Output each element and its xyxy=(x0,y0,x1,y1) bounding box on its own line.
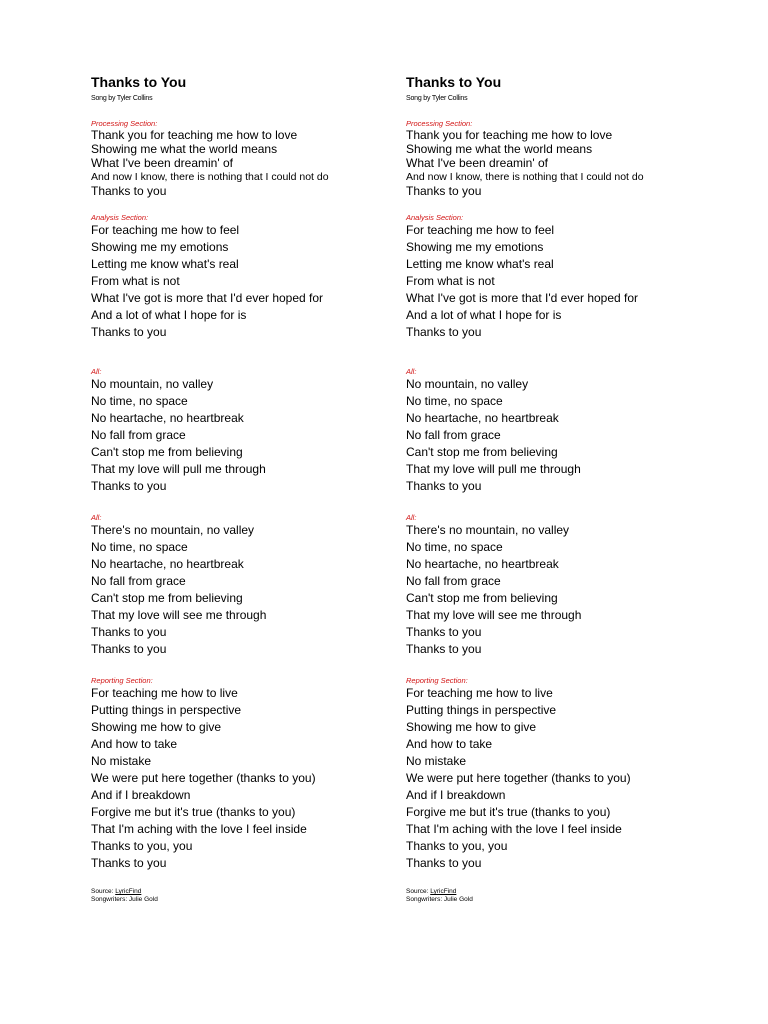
lyric-line: Can't stop me from believing xyxy=(91,591,243,605)
lyric-line: What I've got is more that I'd ever hoped for xyxy=(406,291,639,305)
lyric-line: Putting things in perspective xyxy=(406,703,557,717)
section-label: All: xyxy=(406,367,417,376)
lyric-line: From what is not xyxy=(91,274,180,288)
lyric-line: From what is not xyxy=(406,274,495,288)
lyric-line: And now I know, there is nothing that I could not do xyxy=(91,171,329,183)
lyric-line: Showing me what the world means xyxy=(91,142,278,156)
section-label: Reporting Section: xyxy=(91,676,153,685)
lyric-line: That my love will pull me through xyxy=(406,462,581,476)
lyric-line: Can't stop me from believing xyxy=(406,591,558,605)
lyric-line: Thanks to you xyxy=(406,325,482,339)
lyric-line: Showing me my emotions xyxy=(91,240,229,254)
lyric-line: No heartache, no heartbreak xyxy=(406,411,559,425)
lyric-line: What I've been dreamin' of xyxy=(406,156,548,170)
section-all-1 xyxy=(91,367,391,495)
lyric-line: No mountain, no valley xyxy=(91,377,214,391)
section-analysis xyxy=(406,213,706,341)
lyric-line: No time, no space xyxy=(406,394,503,408)
lyrics-column-left xyxy=(91,74,391,904)
lyric-line: No mistake xyxy=(91,754,152,768)
lyric-line: No fall from grace xyxy=(406,428,501,442)
lyric-line: What I've got is more that I'd ever hoped for xyxy=(91,291,324,305)
section-all-2 xyxy=(91,513,391,658)
lyric-line: Showing me my emotions xyxy=(406,240,544,254)
lyric-line: No heartache, no heartbreak xyxy=(91,411,244,425)
lyric-line: For teaching me how to live xyxy=(406,686,553,700)
lyric-line: What I've been dreamin' of xyxy=(91,156,233,170)
lyric-line: Thanks to you xyxy=(91,325,167,339)
lyric-line: There's no mountain, no valley xyxy=(91,523,255,537)
footer-credits xyxy=(406,888,706,904)
section-reporting xyxy=(406,676,706,872)
lyric-line: Thank you for teaching me how to love xyxy=(91,128,298,142)
lyric-line: No fall from grace xyxy=(91,574,186,588)
lyric-line: Showing me how to give xyxy=(91,720,222,734)
lyric-line: And a lot of what I hope for is xyxy=(406,308,562,322)
lyric-line: Putting things in perspective xyxy=(91,703,242,717)
section-processing xyxy=(91,119,391,198)
lyrics-column-right xyxy=(406,74,706,904)
lyric-line: Showing me how to give xyxy=(406,720,537,734)
lyric-line: Thanks to you xyxy=(406,625,482,639)
lyric-line: And a lot of what I hope for is xyxy=(91,308,247,322)
lyric-line: No mountain, no valley xyxy=(406,377,529,391)
footer-credits xyxy=(91,888,391,904)
source-prefix: Source: xyxy=(91,888,116,895)
lyric-line: Thanks to you xyxy=(406,184,482,198)
lyric-line: That I'm aching with the love I feel inside xyxy=(91,822,307,836)
lyric-line: Can't stop me from believing xyxy=(406,445,558,459)
section-all-1 xyxy=(406,367,706,495)
lyric-line: Forgive me but it's true (thanks to you) xyxy=(91,805,296,819)
source-link[interactable]: LyricFind xyxy=(430,888,457,895)
source-link[interactable]: LyricFind xyxy=(115,888,142,895)
lyric-line: For teaching me how to feel xyxy=(406,223,555,237)
lyric-line: No fall from grace xyxy=(406,574,501,588)
lyric-line: That my love will pull me through xyxy=(91,462,266,476)
lyric-line: And if I breakdown xyxy=(406,788,506,802)
lyric-line: No time, no space xyxy=(91,540,188,554)
lyric-line: Thanks to you xyxy=(91,184,167,198)
lyric-line: And how to take xyxy=(406,737,493,751)
section-label: All: xyxy=(91,367,102,376)
lyric-line: Thanks to you xyxy=(91,625,167,639)
song-title: Thanks to You xyxy=(91,74,187,90)
section-label: Processing Section: xyxy=(91,119,158,128)
song-byline: Song by Tyler Collins xyxy=(91,95,153,102)
songwriters-line: Songwriters: Julie Gold xyxy=(406,896,473,903)
songwriters-line: Songwriters: Julie Gold xyxy=(91,896,158,903)
lyric-line: For teaching me how to feel xyxy=(91,223,240,237)
lyric-line: There's no mountain, no valley xyxy=(406,523,570,537)
lyric-line: We were put here together (thanks to you) xyxy=(406,771,631,785)
lyric-line: Thank you for teaching me how to love xyxy=(406,128,613,142)
lyric-line: Showing me what the world means xyxy=(406,142,593,156)
section-label: Analysis Section: xyxy=(91,213,149,222)
section-label: All: xyxy=(91,513,102,522)
lyric-line: That my love will see me through xyxy=(91,608,267,622)
lyric-line: Thanks to you xyxy=(406,479,482,493)
section-label: All: xyxy=(406,513,417,522)
lyric-line: Thanks to you xyxy=(91,642,167,656)
lyric-line: Letting me know what's real xyxy=(406,257,554,271)
lyric-line: Letting me know what's real xyxy=(91,257,239,271)
section-analysis xyxy=(91,213,391,341)
lyric-line: No time, no space xyxy=(406,540,503,554)
lyric-line: For teaching me how to live xyxy=(91,686,238,700)
lyric-line: No fall from grace xyxy=(91,428,186,442)
lyric-line: Can't stop me from believing xyxy=(91,445,243,459)
lyric-line: We were put here together (thanks to you) xyxy=(91,771,316,785)
lyric-line: Thanks to you, you xyxy=(91,839,193,853)
lyric-line: No mistake xyxy=(406,754,467,768)
lyric-line: No heartache, no heartbreak xyxy=(91,557,244,571)
song-title: Thanks to You xyxy=(406,74,502,90)
source-line xyxy=(91,888,391,896)
lyric-line: Thanks to you xyxy=(91,479,167,493)
lyric-line: No heartache, no heartbreak xyxy=(406,557,559,571)
lyric-line: Thanks to you xyxy=(406,856,482,870)
lyric-line: And now I know, there is nothing that I could not do xyxy=(406,171,644,183)
song-byline: Song by Tyler Collins xyxy=(406,95,468,102)
section-label: Analysis Section: xyxy=(406,213,464,222)
lyric-line: No time, no space xyxy=(91,394,188,408)
lyric-line: And if I breakdown xyxy=(91,788,191,802)
section-all-2 xyxy=(406,513,706,658)
lyric-line: Thanks to you, you xyxy=(406,839,508,853)
source-prefix: Source: xyxy=(406,888,431,895)
section-label: Reporting Section: xyxy=(406,676,468,685)
source-line xyxy=(406,888,706,896)
lyric-line: Thanks to you xyxy=(91,856,167,870)
lyric-line: And how to take xyxy=(91,737,178,751)
lyric-line: That my love will see me through xyxy=(406,608,582,622)
section-label: Processing Section: xyxy=(406,119,473,128)
section-reporting xyxy=(91,676,391,872)
section-processing xyxy=(406,119,706,198)
lyric-line: Thanks to you xyxy=(406,642,482,656)
lyric-line: Forgive me but it's true (thanks to you) xyxy=(406,805,611,819)
lyric-line: That I'm aching with the love I feel inside xyxy=(406,822,622,836)
